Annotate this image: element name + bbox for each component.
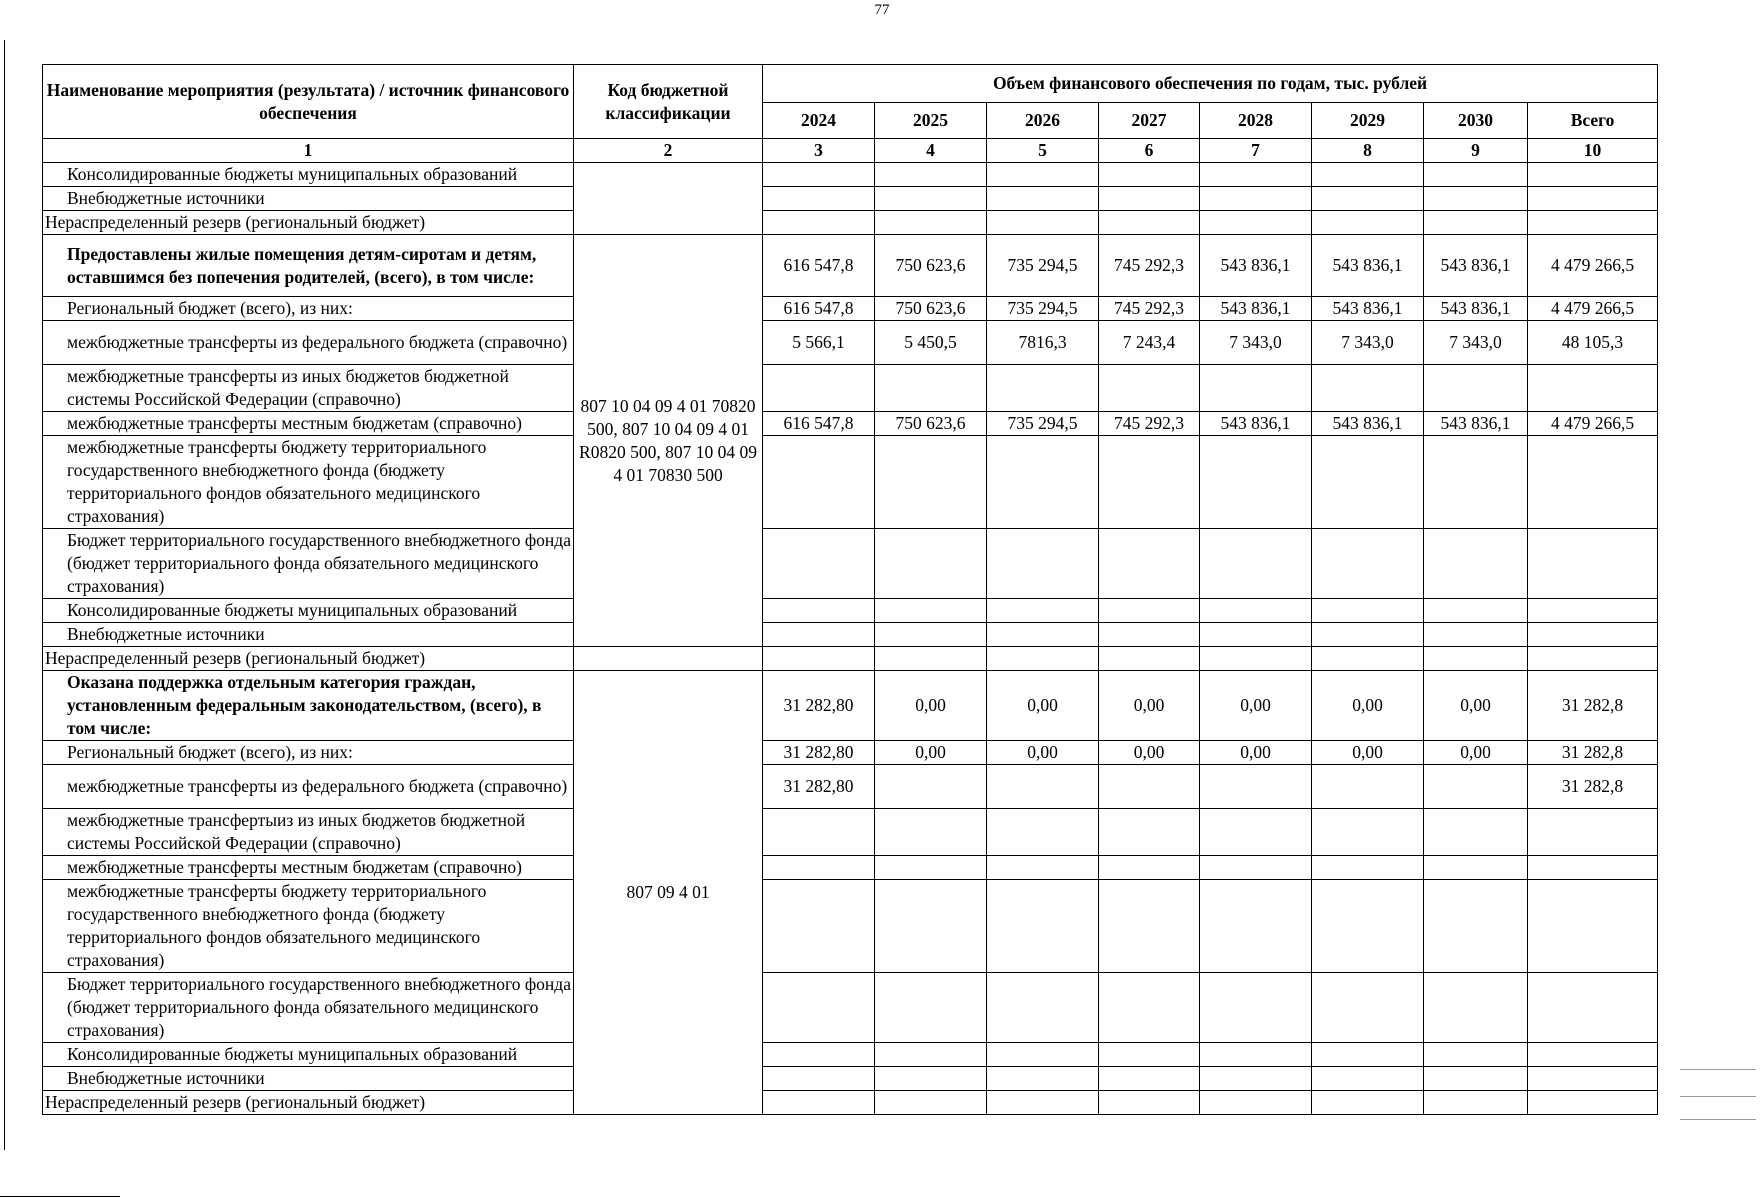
- year-value-cell: [1424, 211, 1528, 235]
- year-value-cell: [763, 880, 875, 973]
- header-total: Всего: [1528, 103, 1658, 139]
- column-number: 10: [1528, 139, 1658, 163]
- year-value-cell: [875, 163, 987, 187]
- year-value-cell: [763, 436, 875, 529]
- row-name: межбюджетные трансферты бюджету территориального государственного внебюджетного фонда (бюджету территориального фондов обязательного медицинского страхования): [43, 436, 574, 529]
- year-value-cell: [1099, 1043, 1200, 1067]
- row-name: межбюджетные трансферты из федерального бюджета (справочно): [43, 321, 574, 365]
- year-value-cell: [987, 809, 1099, 856]
- year-value-cell: [1200, 163, 1312, 187]
- year-value-cell: [763, 529, 875, 599]
- row-name: межбюджетные трансфертыиз из иных бюджетов бюджетной системы Российской Федерации (справочно): [43, 809, 574, 856]
- year-value-cell: [987, 973, 1099, 1043]
- table-row: [43, 856, 1658, 880]
- year-value-cell: [1312, 1043, 1424, 1067]
- total-value-cell: 4 479 266,5: [1528, 412, 1658, 436]
- year-value-cell: [1099, 529, 1200, 599]
- year-value-cell: [987, 436, 1099, 529]
- header-volume: Объем финансового обеспечения по годам, тыс. рублей: [763, 65, 1658, 103]
- year-value-cell: [987, 599, 1099, 623]
- year-value-cell: [1424, 856, 1528, 880]
- year-value-cell: [1424, 1067, 1528, 1091]
- year-value-cell: [875, 809, 987, 856]
- year-value-cell: [987, 1043, 1099, 1067]
- year-value-cell: [1099, 599, 1200, 623]
- year-value-cell: [1099, 163, 1200, 187]
- year-value-cell: [1424, 187, 1528, 211]
- year-value-cell: [1312, 623, 1424, 647]
- year-value-cell: [1099, 365, 1200, 412]
- year-value-cell: 543 836,1: [1424, 235, 1528, 297]
- year-value-cell: [763, 973, 875, 1043]
- year-value-cell: 616 547,8: [763, 235, 875, 297]
- year-value-cell: [1312, 529, 1424, 599]
- year-value-cell: 735 294,5: [987, 235, 1099, 297]
- row-name: Нераспределенный резерв (региональный бюджет): [43, 1091, 574, 1115]
- column-number: 3: [763, 139, 875, 163]
- year-value-cell: 7 243,4: [1099, 321, 1200, 365]
- year-value-cell: 0,00: [875, 671, 987, 741]
- year-value-cell: 0,00: [1200, 741, 1312, 765]
- total-value-cell: [1528, 599, 1658, 623]
- table-row: [43, 1043, 1658, 1067]
- header-year: 2027: [1099, 103, 1200, 139]
- year-value-cell: [875, 436, 987, 529]
- year-value-cell: [1312, 973, 1424, 1043]
- year-value-cell: [1099, 436, 1200, 529]
- year-value-cell: [1424, 809, 1528, 856]
- scan-artifact-line: [1680, 1096, 1756, 1097]
- year-value-cell: [1424, 623, 1528, 647]
- total-value-cell: [1528, 163, 1658, 187]
- year-value-cell: [1312, 599, 1424, 623]
- year-value-cell: [1200, 880, 1312, 973]
- year-value-cell: [987, 856, 1099, 880]
- column-number: 1: [43, 139, 574, 163]
- table-row: [43, 599, 1658, 623]
- header-year: 2028: [1200, 103, 1312, 139]
- year-value-cell: [1312, 211, 1424, 235]
- row-name: Региональный бюджет (всего), из них:: [43, 741, 574, 765]
- row-name: Консолидированные бюджеты муниципальных образований: [43, 599, 574, 623]
- year-value-cell: [1424, 1091, 1528, 1115]
- year-value-cell: [875, 187, 987, 211]
- table-row: [43, 163, 1658, 187]
- header-year: 2029: [1312, 103, 1424, 139]
- total-value-cell: 48 105,3: [1528, 321, 1658, 365]
- year-value-cell: [1312, 856, 1424, 880]
- year-value-cell: 543 836,1: [1312, 297, 1424, 321]
- column-number: 4: [875, 139, 987, 163]
- year-value-cell: [1200, 765, 1312, 809]
- year-value-cell: [1099, 856, 1200, 880]
- year-value-cell: [1424, 647, 1528, 671]
- year-value-cell: 0,00: [875, 741, 987, 765]
- year-value-cell: [875, 1067, 987, 1091]
- column-number: 9: [1424, 139, 1528, 163]
- row-name: Консолидированные бюджеты муниципальных образований: [43, 163, 574, 187]
- year-value-cell: [763, 1091, 875, 1115]
- total-value-cell: [1528, 809, 1658, 856]
- year-value-cell: 543 836,1: [1200, 412, 1312, 436]
- year-value-cell: [987, 211, 1099, 235]
- row-name: Внебюджетные источники: [43, 623, 574, 647]
- year-value-cell: 31 282,80: [763, 671, 875, 741]
- year-value-cell: 31 282,80: [763, 741, 875, 765]
- year-value-cell: [1200, 1091, 1312, 1115]
- year-value-cell: [1099, 187, 1200, 211]
- year-value-cell: [1312, 187, 1424, 211]
- year-value-cell: [1200, 365, 1312, 412]
- year-value-cell: 7 343,0: [1424, 321, 1528, 365]
- table-row: [43, 741, 1658, 765]
- year-value-cell: 543 836,1: [1200, 235, 1312, 297]
- total-value-cell: [1528, 1091, 1658, 1115]
- year-value-cell: [1424, 880, 1528, 973]
- budget-code-cell: [574, 163, 763, 235]
- year-value-cell: 0,00: [1200, 671, 1312, 741]
- year-value-cell: 750 623,6: [875, 235, 987, 297]
- year-value-cell: 543 836,1: [1424, 412, 1528, 436]
- year-value-cell: [987, 880, 1099, 973]
- table-row: [43, 365, 1658, 412]
- year-value-cell: [763, 599, 875, 623]
- year-value-cell: [875, 973, 987, 1043]
- row-name: Оказана поддержка отдельным категория граждан, установленным федеральным законодательством, (всего), в том числе:: [43, 671, 574, 741]
- row-name: Нераспределенный резерв (региональный бюджет): [43, 211, 574, 235]
- header-year: 2030: [1424, 103, 1528, 139]
- year-value-cell: [1312, 1067, 1424, 1091]
- year-value-cell: [1099, 211, 1200, 235]
- year-value-cell: [763, 365, 875, 412]
- table-row: [43, 436, 1658, 529]
- year-value-cell: [875, 1091, 987, 1115]
- year-value-cell: 745 292,3: [1099, 297, 1200, 321]
- year-value-cell: 0,00: [1099, 671, 1200, 741]
- year-value-cell: [1312, 880, 1424, 973]
- year-value-cell: 31 282,80: [763, 765, 875, 809]
- header-code: Код бюджетной классификации: [574, 65, 763, 139]
- year-value-cell: [1424, 365, 1528, 412]
- year-value-cell: [875, 365, 987, 412]
- year-value-cell: [763, 1043, 875, 1067]
- row-name: межбюджетные трансферты местным бюджетам (справочно): [43, 856, 574, 880]
- year-value-cell: [875, 211, 987, 235]
- column-number: 2: [574, 139, 763, 163]
- year-value-cell: 735 294,5: [987, 297, 1099, 321]
- year-value-cell: [1200, 856, 1312, 880]
- budget-code-cell: 807 10 04 09 4 01 70820 500, 807 10 04 09 4 01 R0820 500, 807 10 04 09 4 01 70830 500: [574, 235, 763, 647]
- year-value-cell: [1424, 765, 1528, 809]
- row-name: Бюджет территориального государственного внебюджетного фонда (бюджет территориального фонда обязательного медицинского страхования): [43, 529, 574, 599]
- total-value-cell: 4 479 266,5: [1528, 235, 1658, 297]
- year-value-cell: [1200, 623, 1312, 647]
- table-row: [43, 235, 1658, 297]
- year-value-cell: [987, 765, 1099, 809]
- year-value-cell: 543 836,1: [1200, 297, 1312, 321]
- table-row: [43, 647, 1658, 671]
- year-value-cell: [875, 623, 987, 647]
- table-row: [43, 187, 1658, 211]
- year-value-cell: [1424, 529, 1528, 599]
- year-value-cell: [1200, 211, 1312, 235]
- table-row: [43, 809, 1658, 856]
- year-value-cell: [1424, 436, 1528, 529]
- total-value-cell: [1528, 211, 1658, 235]
- column-number: 7: [1200, 139, 1312, 163]
- year-value-cell: [1312, 1091, 1424, 1115]
- year-value-cell: 0,00: [1424, 741, 1528, 765]
- year-value-cell: [763, 856, 875, 880]
- budget-code-cell: [574, 647, 763, 671]
- year-value-cell: 7 343,0: [1312, 321, 1424, 365]
- year-value-cell: 0,00: [1099, 741, 1200, 765]
- year-value-cell: [875, 647, 987, 671]
- total-value-cell: [1528, 973, 1658, 1043]
- row-name: межбюджетные трансферты местным бюджетам (справочно): [43, 412, 574, 436]
- year-value-cell: [987, 647, 1099, 671]
- year-value-cell: [1200, 529, 1312, 599]
- total-value-cell: 31 282,8: [1528, 765, 1658, 809]
- year-value-cell: [763, 211, 875, 235]
- year-value-cell: [1312, 647, 1424, 671]
- year-value-cell: [987, 529, 1099, 599]
- year-value-cell: [1099, 1091, 1200, 1115]
- bottom-left-line: [0, 1196, 120, 1197]
- year-value-cell: [763, 647, 875, 671]
- table-row: [43, 1067, 1658, 1091]
- row-name: Консолидированные бюджеты муниципальных образований: [43, 1043, 574, 1067]
- year-value-cell: [1200, 973, 1312, 1043]
- year-value-cell: [763, 187, 875, 211]
- year-value-cell: 543 836,1: [1312, 412, 1424, 436]
- total-value-cell: 31 282,8: [1528, 671, 1658, 741]
- header-year: 2024: [763, 103, 875, 139]
- total-value-cell: [1528, 1067, 1658, 1091]
- year-value-cell: 0,00: [1312, 741, 1424, 765]
- year-value-cell: 7 343,0: [1200, 321, 1312, 365]
- year-value-cell: 543 836,1: [1312, 235, 1424, 297]
- row-name: Внебюджетные источники: [43, 187, 574, 211]
- year-value-cell: [987, 163, 1099, 187]
- total-value-cell: [1528, 880, 1658, 973]
- table-row: [43, 671, 1658, 741]
- year-value-cell: [875, 880, 987, 973]
- header-year: 2026: [987, 103, 1099, 139]
- year-value-cell: [1099, 880, 1200, 973]
- scan-artifact-line: [1680, 1069, 1756, 1070]
- column-number: 5: [987, 139, 1099, 163]
- year-value-cell: [1424, 163, 1528, 187]
- year-value-cell: [875, 529, 987, 599]
- year-value-cell: [875, 765, 987, 809]
- table-row: [43, 1091, 1658, 1115]
- year-value-cell: 0,00: [1424, 671, 1528, 741]
- total-value-cell: [1528, 436, 1658, 529]
- scan-artifact-line: [1680, 1119, 1756, 1120]
- year-value-cell: [763, 623, 875, 647]
- table-row: [43, 765, 1658, 809]
- total-value-cell: [1528, 623, 1658, 647]
- total-value-cell: [1528, 647, 1658, 671]
- table-row: [43, 623, 1658, 647]
- year-value-cell: [875, 1043, 987, 1067]
- total-value-cell: [1528, 529, 1658, 599]
- row-name: межбюджетные трансферты бюджету территориального государственного внебюджетного фонда (бюджету территориального фондов обязательного медицинского страхования): [43, 880, 574, 973]
- total-value-cell: [1528, 1043, 1658, 1067]
- year-value-cell: [987, 623, 1099, 647]
- total-value-cell: 4 479 266,5: [1528, 297, 1658, 321]
- row-name: Региональный бюджет (всего), из них:: [43, 297, 574, 321]
- year-value-cell: [1424, 973, 1528, 1043]
- year-value-cell: [1200, 647, 1312, 671]
- year-value-cell: [1200, 1043, 1312, 1067]
- year-value-cell: 616 547,8: [763, 412, 875, 436]
- year-value-cell: [1424, 599, 1528, 623]
- year-value-cell: [1200, 809, 1312, 856]
- year-value-cell: 745 292,3: [1099, 412, 1200, 436]
- header-name: Наименование мероприятия (результата) / источник финансового обеспечения: [43, 65, 574, 139]
- header-year: 2025: [875, 103, 987, 139]
- total-value-cell: [1528, 365, 1658, 412]
- year-value-cell: 616 547,8: [763, 297, 875, 321]
- year-value-cell: [987, 1091, 1099, 1115]
- year-value-cell: [763, 1067, 875, 1091]
- year-value-cell: [1312, 436, 1424, 529]
- year-value-cell: [1099, 809, 1200, 856]
- year-value-cell: 735 294,5: [987, 412, 1099, 436]
- table-row: [43, 297, 1658, 321]
- page-number: 77: [874, 2, 890, 18]
- table-row: [43, 321, 1658, 365]
- row-name: межбюджетные трансферты из иных бюджетов бюджетной системы Российской Федерации (справочно): [43, 365, 574, 412]
- year-value-cell: [1200, 436, 1312, 529]
- row-name: межбюджетные трансферты из федерального бюджета (справочно): [43, 765, 574, 809]
- table-row: [43, 412, 1658, 436]
- year-value-cell: 0,00: [1312, 671, 1424, 741]
- year-value-cell: 745 292,3: [1099, 235, 1200, 297]
- year-value-cell: [1312, 365, 1424, 412]
- year-value-cell: [763, 809, 875, 856]
- table-row: [43, 529, 1658, 599]
- year-value-cell: 7816,3: [987, 321, 1099, 365]
- row-name: Внебюджетные источники: [43, 1067, 574, 1091]
- table-row: [43, 973, 1658, 1043]
- year-value-cell: [1312, 809, 1424, 856]
- year-value-cell: [987, 365, 1099, 412]
- year-value-cell: 0,00: [987, 671, 1099, 741]
- year-value-cell: 5 566,1: [763, 321, 875, 365]
- table-row: [43, 880, 1658, 973]
- year-value-cell: [1200, 1067, 1312, 1091]
- row-name: Предоставлены жилые помещения детям-сиротам и детям, оставшимся без попечения родителей, (всего), в том числе:: [43, 235, 574, 297]
- financing-table: [42, 64, 1658, 1115]
- total-value-cell: 31 282,8: [1528, 741, 1658, 765]
- year-value-cell: [987, 1067, 1099, 1091]
- year-value-cell: [1099, 765, 1200, 809]
- year-value-cell: [875, 599, 987, 623]
- year-value-cell: 543 836,1: [1424, 297, 1528, 321]
- year-value-cell: [987, 187, 1099, 211]
- year-value-cell: 750 623,6: [875, 412, 987, 436]
- total-value-cell: [1528, 187, 1658, 211]
- row-name: Нераспределенный резерв (региональный бюджет): [43, 647, 574, 671]
- year-value-cell: [1424, 1043, 1528, 1067]
- column-number: 6: [1099, 139, 1200, 163]
- year-value-cell: [763, 163, 875, 187]
- left-edge-line: [4, 40, 5, 1150]
- year-value-cell: [1099, 1067, 1200, 1091]
- column-number: 8: [1312, 139, 1424, 163]
- row-name: Бюджет территориального государственного внебюджетного фонда (бюджет территориального фонда обязательного медицинского страхования): [43, 973, 574, 1043]
- year-value-cell: [1312, 163, 1424, 187]
- year-value-cell: 0,00: [987, 741, 1099, 765]
- total-value-cell: [1528, 856, 1658, 880]
- year-value-cell: [1099, 647, 1200, 671]
- year-value-cell: 5 450,5: [875, 321, 987, 365]
- year-value-cell: [1099, 973, 1200, 1043]
- year-value-cell: [1312, 765, 1424, 809]
- year-value-cell: 750 623,6: [875, 297, 987, 321]
- year-value-cell: [1200, 599, 1312, 623]
- year-value-cell: [875, 856, 987, 880]
- year-value-cell: [1200, 187, 1312, 211]
- budget-code-cell: 807 09 4 01: [574, 671, 763, 1115]
- table-row: [43, 211, 1658, 235]
- year-value-cell: [1099, 623, 1200, 647]
